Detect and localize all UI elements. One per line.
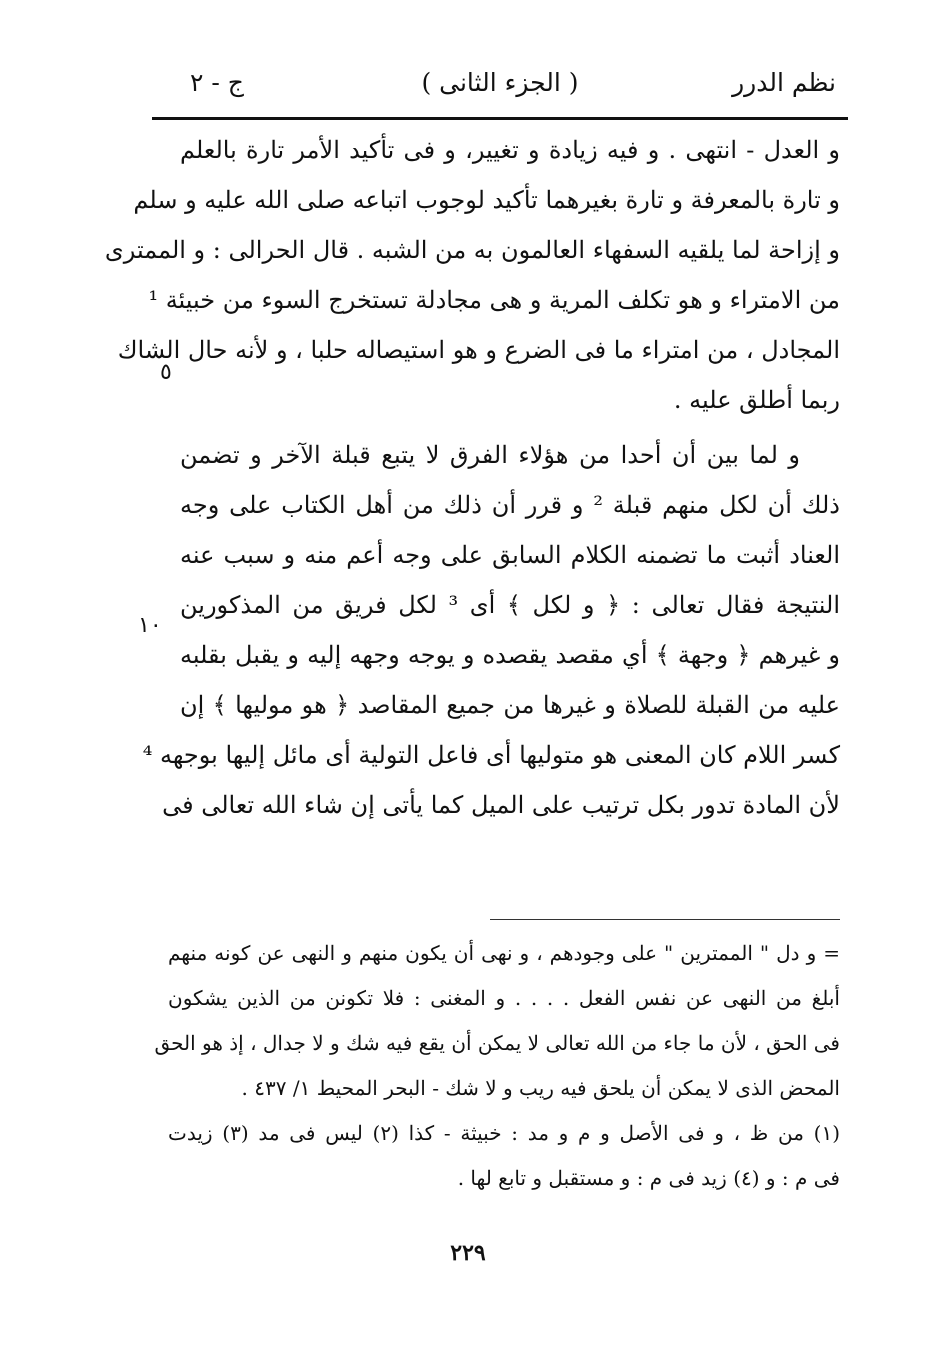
footnote-rule: [490, 919, 840, 920]
footnote-line: فى الحق ، لأن ما جاء من الله تعالى لا يمكن أن يقع فيه شك و لا جدال ، إذ هو الحق: [154, 1031, 840, 1055]
text-line: عليه من القبلة للصلاة و غيرها من جميع المقاصد ﴿ هو موليها ﴾ إن: [180, 691, 840, 719]
text-line: ذلك أن لكل منهم قبلة ² و قرر أن ذلك من أهل الكتاب على وجه: [180, 491, 840, 519]
footnote-line: = و دل " الممترين " على وجودهم ، و نهى أن يكون منهم و النهى عن كونه منهم: [168, 941, 840, 965]
text-line: ربما أطلق عليه .: [673, 386, 840, 414]
text-line: و تارة بالمعرفة و تارة بغيرهما تأكيد لوجوب اتباعه صلى الله عليه و سلم: [133, 186, 840, 214]
running-header: [150, 62, 850, 106]
page-number: ٢٢٩: [450, 1240, 486, 1266]
text-line: و غيرهم ﴿ وجهة ﴾ أي مقصد يقصده و يوجه وجهه إليه و يقبل بقلبه: [180, 641, 840, 669]
footnote-line: فى م : و (٤) زيد فى م : و مستقبل و تابع لها .: [457, 1166, 840, 1190]
text-line: و إزاحة لما يلقيه السفهاء العالمون به من الشبه . قال الحرالى : و الممترى: [104, 236, 840, 264]
text-line: العناد أثبت ما تضمنه الكلام السابق على وجه أعم منه و سبب عنه: [180, 541, 840, 569]
header-book-title: نظم الدرر: [732, 68, 836, 97]
text-line: و لما بين أن أحدا من هؤلاء الفرق لا يتبع قبلة الآخر و تضمن: [180, 441, 801, 469]
text-line: النتيجة فقال تعالى : ﴿ و لكل ﴾ أى ³ لكل فريق من المذكورين: [180, 591, 840, 619]
header-rule: [152, 117, 848, 120]
text-line: كسر اللام كان المعنى هو متوليها أى فاعل التولية أى مائل إليها بوجهه ⁴: [142, 741, 840, 769]
footnote-line: (١) من ظ ، و فى الأصل و م و مد : خبيثة - كذا (٢) ليس فى مد (٣) زيدت: [168, 1121, 841, 1145]
margin-line-number-5: ٥: [160, 360, 172, 385]
text-line: و العدل - انتهى . و فيه زيادة و تغيير، و فى تأكيد الأمر تارة بالعلم: [180, 136, 840, 164]
text-line: لأن المادة تدور بكل ترتيب على الميل كما يأتى إن شاء الله تعالى فى: [162, 791, 840, 819]
margin-line-number-10: ١٠: [138, 613, 162, 638]
footnote-line: المحض الذى لا يمكن أن يلحق فيه ريب و لا شك - البحر المحيط ١/ ٤٣٧ .: [241, 1076, 840, 1100]
text-line: المجادل ، من امتراء ما فى الضرع و هو استيصاله حلبا ، و لأنه حال الشاك: [117, 336, 840, 364]
text-line: من الامتراء و هو تكلف المرية و هى مجادلة تستخرج السوء من خبيئة ¹: [148, 286, 840, 314]
header-part: ( الجزء الثانى ): [421, 68, 579, 97]
footnote-line: أبلغ من النهى عن نفس الفعل . . . . و المغنى : فلا تكونن من الذين يشكون: [168, 986, 840, 1010]
header-part-short: ج - ٢: [190, 68, 244, 97]
